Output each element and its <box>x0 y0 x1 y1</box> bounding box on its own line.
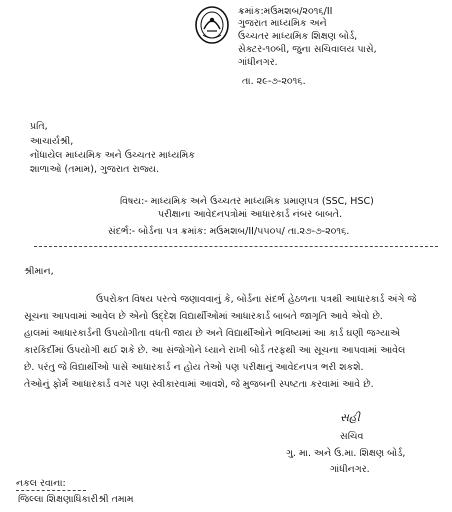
recipient-line1: આચાર્યશ્રી, <box>30 136 74 147</box>
signature-mark: સહી <box>340 411 360 424</box>
copy-to-underline <box>16 490 86 491</box>
signatory-org: ગુ. મા. અને ઉ.મા. શિક્ષણ બોર્ડ, <box>286 448 406 459</box>
signatory-title: સચિવ <box>340 431 364 442</box>
salutation: શ્રીમાન, <box>24 266 54 277</box>
body-line: સૂચના આપવામાં આવેલ છે એનો ઉદ્દેશ વિદ્યાર્થીઓમાં આધારકાર્ડ બાબતે જાગૃતિ આવે એવો છે. <box>24 311 383 322</box>
org-address-line: સેક્ટર-૧૦બી, જુના સચિવાલય પાસે, <box>238 44 377 55</box>
board-logo-seal <box>194 5 230 45</box>
org-name-line1: ગુજરાત માધ્યમિક અને <box>238 18 327 29</box>
org-name-line2: ઉચ્ચતર માધ્યમિક શિક્ષણ બોર્ડ, <box>238 31 358 42</box>
subject-line1: વિષય:- માધ્યમિક અને ઉચ્ચતર માધ્યમિક પ્રમાણપત્ર (SSC, HSC) <box>120 196 374 207</box>
signatory-city: ગાંધીનગર. <box>330 464 370 475</box>
body-line: કારકિર્દીમાં ઉપયોગી થઈ શકે છે. આ સંજોગોને ધ્યાને રાખી બોર્ડ તરફથી આ સૂચના આપવામાં આવેલ <box>24 345 406 356</box>
recipient-line3: શાળાઓ (તમામ), ગુજરાત રાજ્ય. <box>30 164 160 175</box>
letter-date: તા. ૨૯-૭-૨૦૧૬. <box>242 76 306 87</box>
subject-reference: સંદર્ભ:- બોર્ડના પત્ર ક્રમાંક: મઉમશબ/II/૫૫૦૫/ તા.૨૭-૭-૨૦૧૬. <box>108 226 350 237</box>
subject-line2: પરીક્ષાના આવેદનપત્રોમાં આધારકાર્ડ નંબર બાબતે. <box>158 209 343 220</box>
separator-rule <box>34 246 438 247</box>
body-line: તેઓનું ફોર્મ આધારકાર્ડ વગર પણ સ્વીકારવામાં આવશે, જે મુજબની સ્પષ્ટતા કરવામાં આવે છે. <box>24 379 374 390</box>
recipient-prati: પ્રતિ, <box>30 121 48 132</box>
body-line: ઉપરોક્ત વિષય પરત્વે જણાવવાનું કે, બોર્ડના સંદર્ભ હેઠળના પત્રથી આધારકાર્ડ અંગે જે <box>96 294 417 305</box>
org-city: ગાંધીનગર. <box>238 57 278 68</box>
copy-to-label: નકલ રવાના: <box>16 478 66 489</box>
body-line: હાલમાં આધારકાર્ડની ઉપયોગીતા વધતી જાય છે અને વિદ્યાર્થીઓને ભવિષ્યમાં આ કાર્ડ ઘણી જગ્યાએ <box>24 328 401 339</box>
body-line: છે. પરંતુ જે વિદ્યાર્થીઓ પાસે આધારકાર્ડ ન હોય તેઓ પણ પરીક્ષાનું આવેદનપત્ર ભરી શકશે. <box>24 362 364 373</box>
reference-number: ક્રમાંક:મઉમશબ/૨૦૧૬/II <box>238 6 333 17</box>
copy-to-recipient: જિલ્લા શિક્ષણાધિકારીશ્રી તમામ <box>18 494 134 505</box>
recipient-line2: નોંધાયેલ માધ્યમિક અને ઉચ્ચતર માધ્યમિક <box>30 150 195 161</box>
